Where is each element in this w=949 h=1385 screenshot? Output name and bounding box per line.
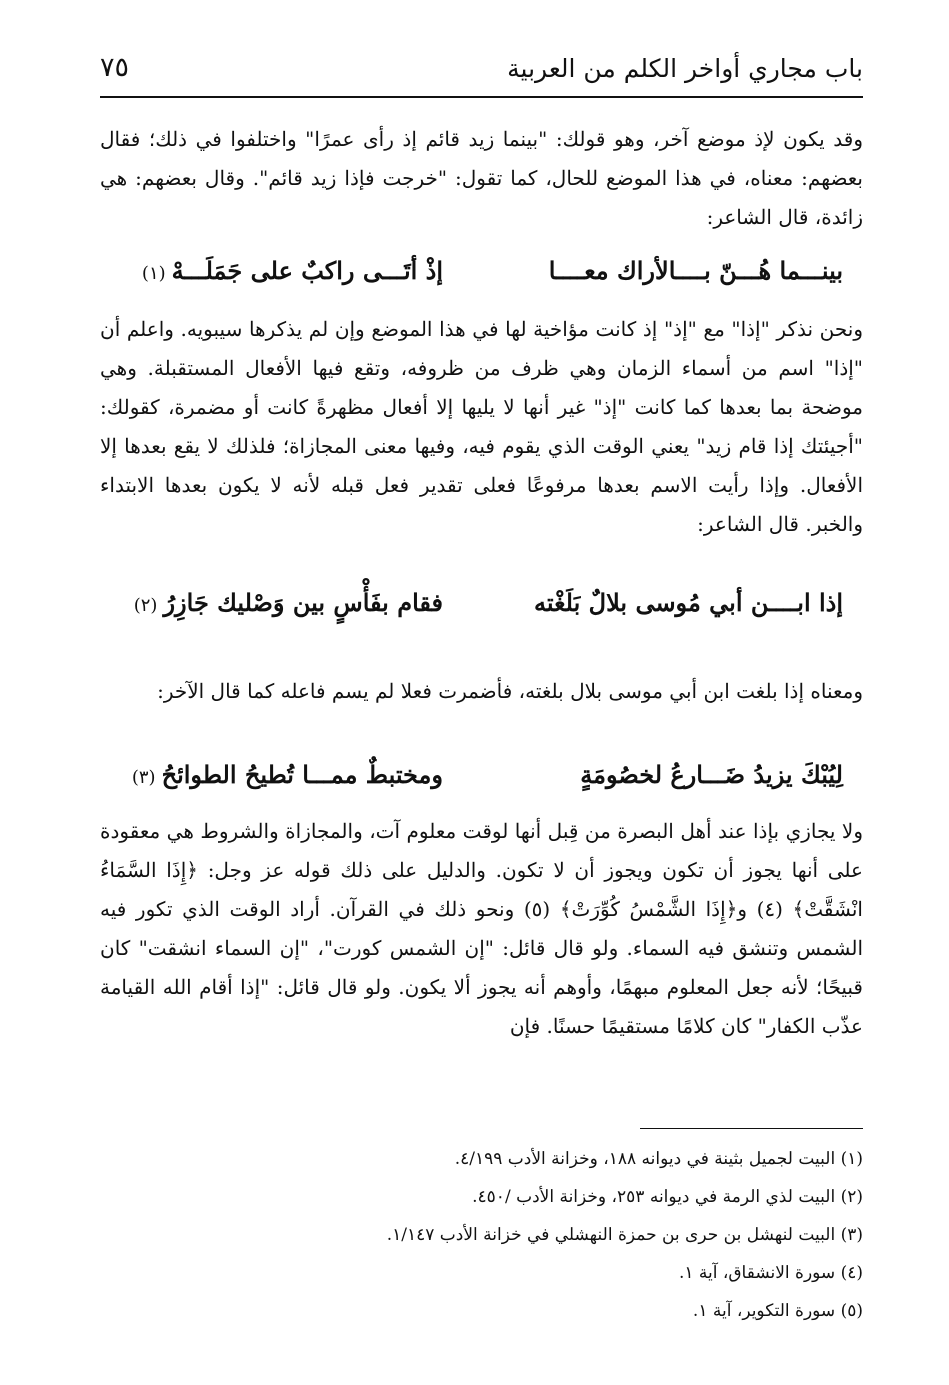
verse-1-second-hemistich — [142, 256, 443, 285]
verse-2 — [100, 588, 863, 628]
footnote-rule — [640, 1128, 863, 1129]
verse-2-second-hemistich — [134, 588, 443, 617]
header-rule — [100, 96, 863, 98]
verse-3-second-text: ومختبطٌ ممـــا تُطيحُ الطوائحُ — [161, 760, 443, 789]
footnote-2: (٢) البيت لذي الرمة في ديوانه ٢٥٣، وخزانة الأدب /٤٥٠. — [472, 1187, 863, 1207]
footnotes — [100, 1140, 863, 1330]
page-header — [100, 44, 863, 94]
verse-1 — [100, 256, 863, 296]
footnote-1: (١) البيت لجميل بثينة في ديوانه ١٨٨، وخزانة الأدب ٤/١٩٩. — [454, 1149, 863, 1169]
footnote-4: (٤) سورة الانشقاق، آية ١. — [678, 1263, 863, 1283]
paragraph-3: ومعناه إذا بلغت ابن أبي موسى بلال بلغته، فأضمرت فعلا لم يسم فاعله كما قال الآخر: — [157, 679, 863, 703]
verse-1-second-text: إذْ أتَـــى راكبٌ على جَمَلَـــهْ — [171, 256, 443, 285]
page-number: ٧٥ — [100, 52, 130, 83]
verse-3-first-hemistich: لِيُبْكَ يزيدُ ضَـــارعُ لخصُومَةٍ — [580, 760, 843, 789]
footnote-5: (٥) سورة التكوير، آية ١. — [692, 1301, 863, 1321]
verse-2-second-text: فقام بفَأْسٍ بين وَصْليك جَازِرُ — [163, 588, 443, 617]
verse-2-footnote-ref: (٢) — [133, 595, 158, 616]
verse-2-first-hemistich: إذا ابــــن أبي مُوسى بلالٌ بَلَغْته — [533, 588, 843, 617]
footnote-3: (٣) البيت لنهشل بن حرى بن حمزة النهشلي في خزانة الأدب ١/١٤٧. — [386, 1225, 863, 1245]
paragraph-1: وقد يكون لإذ موضع آخر، وهو قولك: "بينما زيد قائم إذ رأى عمرًا" واختلفوا في ذلك؛ فقال بعضهم: معناه، في هذا الموضع للحال، كما تقول: "خرجت فإذا زيد قائم". وقال بعضهم: هي زائدة، قال الشاعر: — [100, 127, 863, 229]
paragraph-4: ولا يجازي بإذا عند أهل البصرة من قِبل أنها لوقت معلوم آت، والمجازاة والشروط هي معقودة على أنها يجوز أن تكون ويجوز أن لا تكون. والدليل على ذلك قوله عز وجل: ﴿إِذَا السَّمَاءُ انْشَقَّتْ﴾ (٤) و﴿إِذَا الشَّمْسُ كُوِّرَتْ﴾ (٥) ونحو ذلك في القرآن. أراد الوقت الذي تكور فيه الشمس وتنشق فيه السماء. ولو قال قائل: "إن الشمس كورت"، "إن السماء انشقت" كان قبيحًا؛ لأنه جعل المعلوم مبهمًا، وأوهم أنه يجوز ألا يكون. ولو قال قائل: "إذا أقام الله القيامة عذّب الكفار" كان كلامًا مستقيمًا حسنًا. فإن — [100, 819, 863, 1038]
running-title: باب مجاري أواخر الكلم من العربية — [507, 54, 863, 83]
verse-1-first-hemistich: بينـــما هُـــنّ بــــالأراك معــــا — [548, 256, 843, 285]
verse-3-second-hemistich — [132, 760, 443, 789]
verse-3-footnote-ref: (٣) — [131, 767, 156, 788]
paragraph-2: ونحن نذكر "إذا" مع "إذ" إذ كانت مؤاخية لها في هذا الموضع وإن لم يذكرها سيبويه. واعلم أن "إذا" اسم من أسماء الزمان وهي ظرف من ظروفه، وتقع فيها الأفعال المستقبلة. وهي موضحة بما بعدها كما كانت "إذ" غير أنها لا يليها إلا أفعال مظهرةً كانت أو مضمرة، كقولك: "أجيئتك إذا قام زيد" يعني الوقت الذي يقوم فيه، وفيها معنى المجازاة؛ فلذلك لا يقع بعدها إلا الأفعال. وإذا رأيت الاسم بعدها مرفوعًا فعلى تقدير فعل قبله لأنه لا يكون بعدها الابتداء والخبر. قال الشاعر: — [100, 317, 863, 536]
verse-3 — [100, 760, 863, 800]
verse-1-footnote-ref: (١) — [141, 263, 166, 284]
